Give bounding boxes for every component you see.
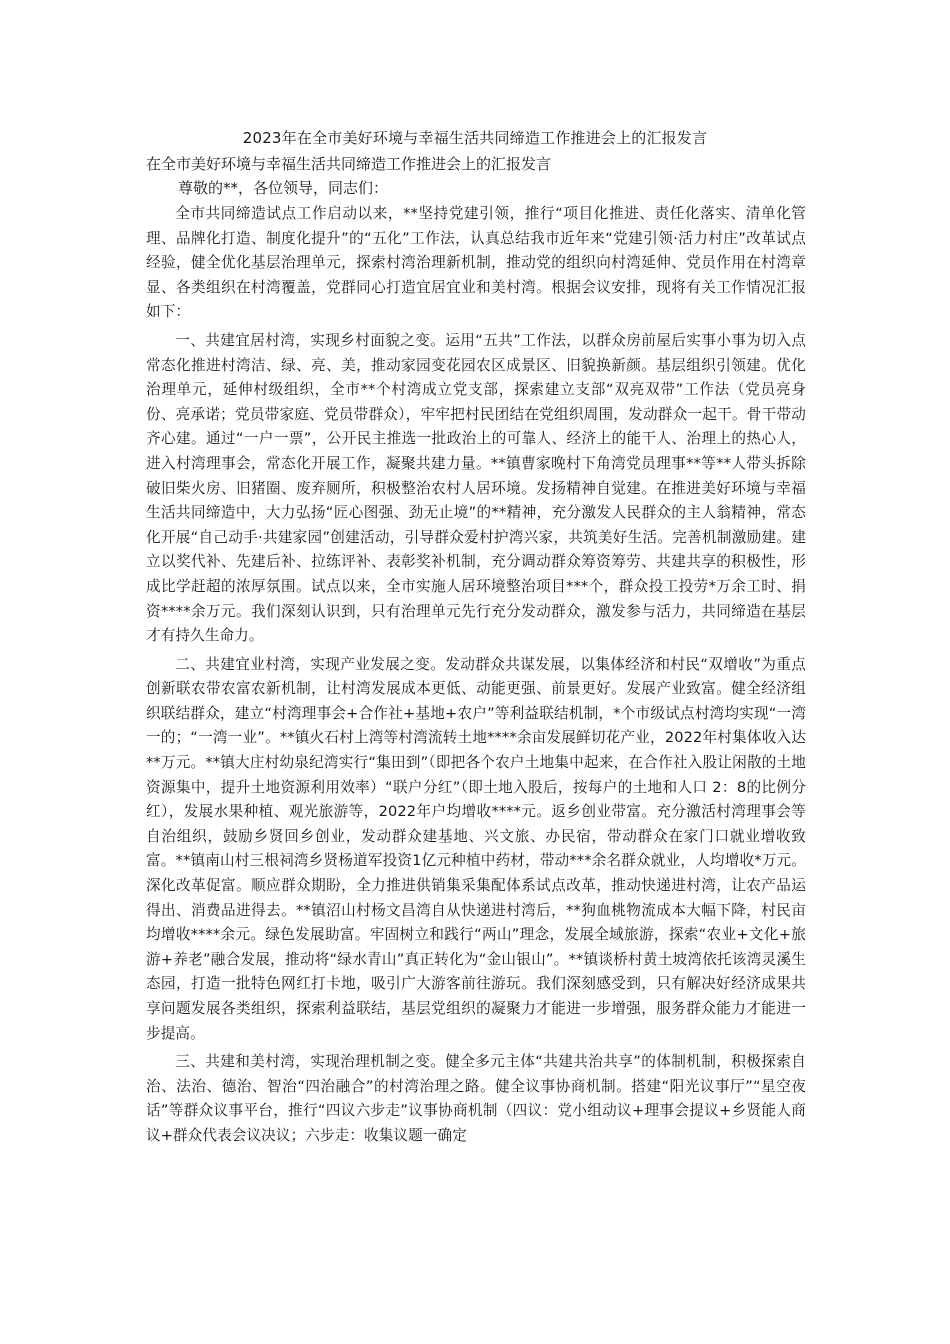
paragraph-section-three: 三、共建和美村湾，实现治理机制之变。健全多元主体“共建共治共享”的体制机制，积极探索自治、法治、德治、智治“四治融合”的村湾治理之路。健全议事协商机制。搭建“阳光议事厅”“星空夜话”等群众议事平台，推行“四议六步走”议事协商机制（四议：党小组动议+理事会提议+乡贤能人商议+群众代表会议决议；六步走：收集议题一确定 — [146, 1053, 806, 1144]
paragraph-intro: 全市共同缔造试点工作启动以来，**坚持党建引领，推行“项目化推进、责任化落实、清单化管理、品牌化打造、制度化提升”的“五化”工作法，认真总结我市近年来“党建引领·活力村庄”改革试点经验，健全优化基层治理单元，探索村湾治理新机制，推动党的组织向村湾延伸、党员作用在村湾章显、各类组织在村湾覆盖，党群同心打造宜居宜业和美村湾。根据会议安排，现将有关工作情况汇报如下： — [146, 205, 806, 321]
greeting-line: 尊敬的**，各位领导，同志们： — [178, 179, 389, 197]
document-title: 2023年在全市美好环境与幸福生活共同缔造工作推进会上的汇报发言 — [242, 129, 708, 147]
paragraph-section-one: 一、共建宜居村湾，实现乡村面貌之变。运用“五共”工作法，以群众房前屋后实事小事为切入点常态化推进村湾洁、绿、亮、美，推动家园变花园农区成景区、旧貌换新颜。基层组织引领建。优化治理单元，延伸村级组织，全市**个村湾成立党支部，探索建立支部“双亮双带”工作法（党员亮身份、亮承诺；党员带家庭、党员带群众），牢牢把村民团结在党组织周围，发动群众一起干。骨干带动齐心建。通过“一户一票”，公开民主推选一批政治上的可靠人、经济上的能干人、治理上的热心人，进入村湾理事会，常态化开展工作，凝聚共建力量。**镇曹家晚村下角湾党员理事**等**人带头拆除破旧柴火房、旧猪圈、废弃厕所，积极整治农村人居环境。发扬精神自觉建。在推进美好环境与幸福生活共同缔造中，大力弘扬“匠心图强、劲无止境”的**精神，充分激发人民群众的主人翁精神，常态化开展“自己动手·共建家园”创建活动，引导群众爱村护湾兴家，共筑美好生活。完善机制激励建。建立以奖代补、先建后补、拉练评补、表彰奖补机制，充分调动群众筹资筹劳、共建共享的积极性，形成比学赶超的浓厚氛围。试点以来，全市实施人居环境整治项目***个，群众投工投劳*万余工时、捐资****余万元。我们深刻认识到，只有治理单元先行充分发动群众，激发参与活力，共同缔造在基层才有持久生命力。 — [146, 331, 806, 645]
document-subtitle: 在全市美好环境与幸福生活共同缔造工作推进会上的汇报发言 — [146, 155, 552, 173]
document-body — [146, 202, 806, 1153]
paragraph-section-two: 二、共建宜业村湾，实现产业发展之变。发动群众共谋发展，以集体经济和村民“双增收”为重点创新联农带农富农新机制，让村湾发展成本更低、动能更强、前景更好。发展产业致富。健全经济组织联结群众，建立“村湾理事会+合作社+基地+农户”等利益联结机制，*个市级试点村湾均实现“一湾一的；“一湾一业”。**镇火石村上湾等村湾流转土地****余亩发展鲜切花产业，2022年村集体收入达**万元。**镇大庄村幼泉纪湾实行“集田到”（即把各个农户土地集中起来，在合作社入股让闲散的土地资源集中，提升土地资源利用效率）“联户分红”（即土地入股后，按每户的土地和人口 2：8的比例分红），发展水果种植、观光旅游等，2022年户均增收****元。返乡创业带富。充分激活村湾理事会等自治组织，鼓励乡贤回乡创业，发动群众建基地、兴文旅、办民宿，带动群众在家门口就业增收致富。**镇南山村三根祠湾乡贤杨道军投资1亿元种植中药材，带动***余名群众就业，人均增收*万元。深化改革促富。顺应群众期盼，全力推进供销集采集配体系试点改革，推动快递进村湾，让农产品运得出、消费品进得去。**镇沼山村杨文昌湾自从快递进村湾后，**狗血桃物流成本大幅下降，村民亩均增收****余元。绿色发展助富。牢固树立和践行“两山”理念，发展全域旅游，探索“农业+文化+旅游+养老”融合发展，推动将“绿水青山”真正转化为“金山银山”。**镇谈桥村黄土坡湾依托该湾灵溪生态园，打造一批特色网红打卡地，吸引广大游客前往游玩。我们深刻感受到，只有解决好经济成果共享问题发展各类组织，探索利益联结，基层党组织的凝聚力才能进一步增强，服务群众能力才能进一步提高。 — [146, 655, 806, 1042]
